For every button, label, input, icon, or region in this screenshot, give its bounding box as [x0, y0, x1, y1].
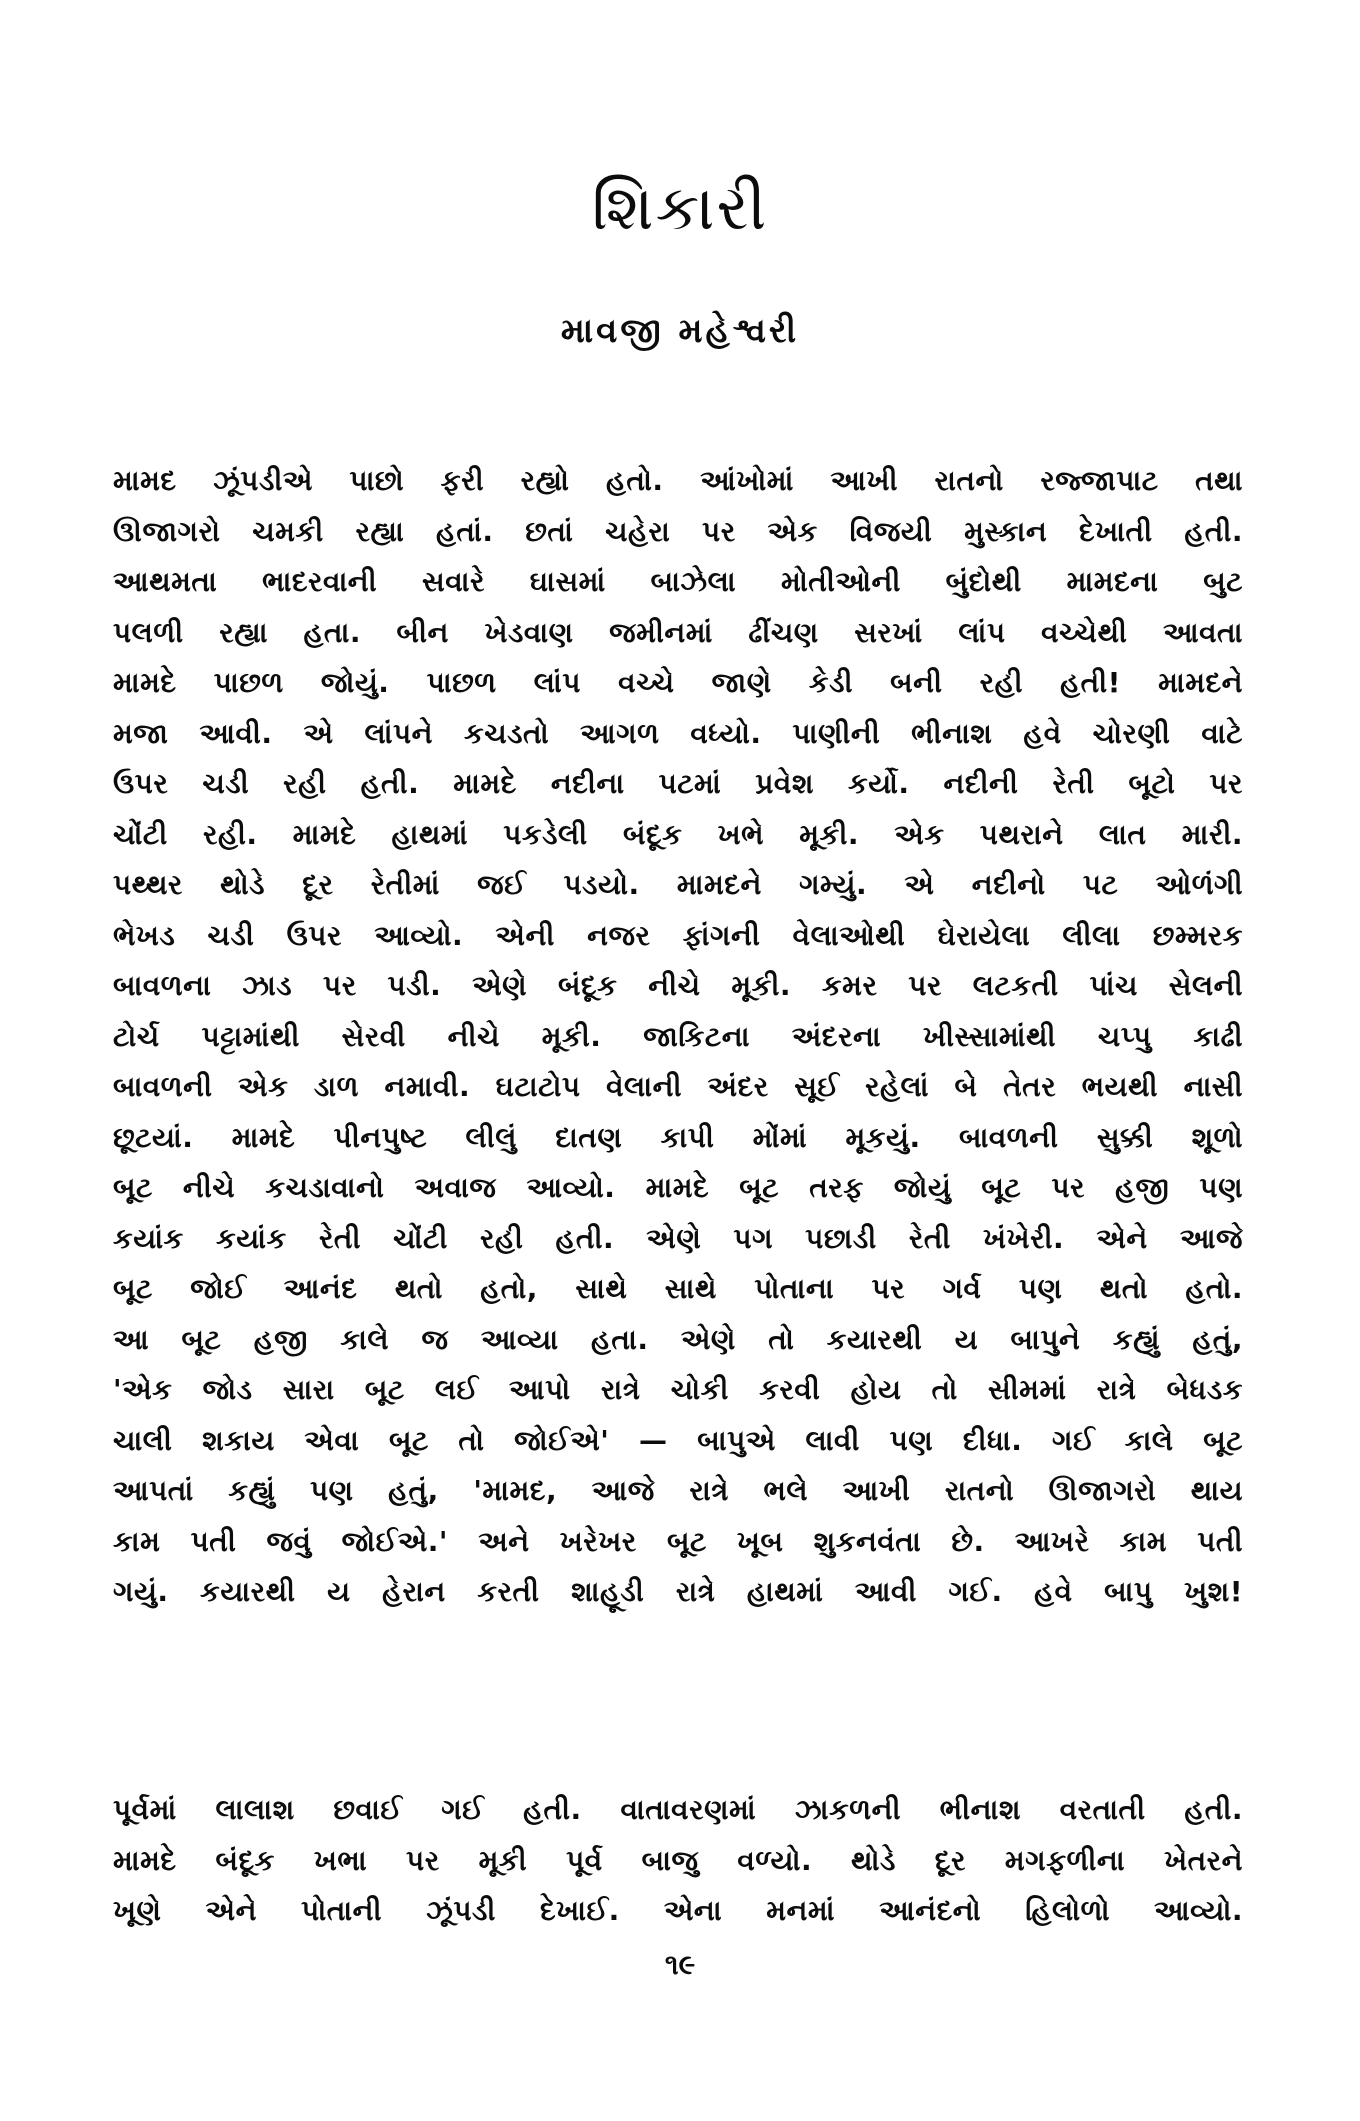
- text-line: પલળી રહ્યા હતા. બીન ખેડવાણ જમીનમાં ઢીંચણ સરખાં લાંપ વચ્ચેથી આવતા: [113, 615, 1243, 649]
- text-line: મજા આવી. એ લાંપને કચડતો આગળ વધ્યો. પાણીની ભીનાશ હવે ચોરણી વાટે: [113, 716, 1243, 750]
- text-line: પથ્થર થોડે દૂર રેતીમાં જઈ પડયો. મામદને ગમ્યું. એ નદીનો પટ ઓળંગી: [113, 868, 1243, 901]
- text-line: મામદે બંદૂક ખભા પર મૂકી પૂર્વ બાજુ વળ્યો. થોડે દૂર મગફળીના ખેતરને: [113, 1843, 1243, 1877]
- author-name: માવજી મહેશ્વરી: [560, 311, 800, 351]
- text-line: કયાંક કયાંક રેતી ચોંટી રહી હતી. એણે પગ પછાડી રેતી ખંખેરી. એને આજે: [113, 1221, 1243, 1255]
- text-line: 'એક જોડ સારા બૂટ લઈ આપો રાત્રે ચોકી કરવી હોય તો સીમમાં રાત્રે બેધડક: [113, 1373, 1243, 1406]
- text-line: ટોર્ચ પટ્ટામાંથી સેરવી નીચે મૂકી. જાકિટના અંદરના ખીસ્સામાંથી ચપ્પુ કાઢી: [113, 1019, 1243, 1053]
- text-line: મામદ ઝૂંપડીએ પાછો ફરી રહ્યો હતો. આંખોમાં આખી રાતનો રજ્જાપાટ તથા: [113, 464, 1243, 497]
- text-line: આ બૂટ હજી કાલે જ આવ્યા હતા. એણે તો કયારથી ય બાપુને કહ્યું હતું,: [113, 1322, 1243, 1356]
- text-line: બાવળની એક ડાળ નમાવી. ઘટાટોપ વેલાની અંદર સૂઈ રહેલાં બે તેતર ભયથી નાસી: [113, 1070, 1243, 1103]
- text-line: ખૂણે એને પોતાની ઝૂંપડી દેખાઈ. એના મનમાં આનંદનો હિલોળો આવ્યો.: [113, 1894, 1243, 1927]
- text-line: ઉપર ચડી રહી હતી. મામદે નદીના પટમાં પ્રવેશ કર્યો. નદીની રેતી બૂટો પર: [113, 767, 1243, 800]
- story-title: શિકારી: [591, 171, 769, 244]
- page-number: ૧૯: [664, 1948, 696, 1981]
- paragraph-2: [113, 1785, 1243, 1937]
- text-line: છૂટયાં. મામદે પીનપુષ્ટ લીલું દાતણ કાપી મોંમાં મૂકયું. બાવળની સુક્કી શૂળો: [113, 1120, 1243, 1154]
- text-line: બૂટ જોઈ આનંદ થતો હતો, સાથે સાથે પોતાના પર ગર્વ પણ થતો હતો.: [113, 1272, 1243, 1305]
- text-line: ગયું. કયારથી ય હેરાન કરતી શાહૂડી રાત્રે હાથમાં આવી ગઈ. હવે બાપુ ખુશ!: [113, 1575, 1243, 1608]
- text-line: કામ પતી જવું જોઈએ.' અને ખરેખર બૂટ ખૂબ શુકનવંતા છે. આખરે કામ પતી: [113, 1524, 1243, 1558]
- text-line: આપતાં કહ્યું પણ હતું, 'મામદ, આજે રાત્રે ભલે આખી રાતનો ઊજાગરો થાય: [113, 1474, 1243, 1507]
- text-line: બાવળના ઝાડ પર પડી. એણે બંદૂક નીચે મૂકી. કમર પર લટકતી પાંચ સેલની: [113, 969, 1243, 1002]
- text-line: બૂટ નીચે કચડાવાનો અવાજ આવ્યો. મામદે બૂટ તરફ જોયું બૂટ પર હજી પણ: [113, 1171, 1243, 1204]
- text-line: મામદે પાછળ જોયું. પાછળ લાંપ વચ્ચે જાણે કેડી બની રહી હતી! મામદને: [113, 666, 1243, 699]
- text-line: ભેખડ ચડી ઉપર આવ્યો. એની નજર ફાંગની વેલાઓથી ઘેરાયેલા લીલા છમ્મરક: [113, 918, 1243, 952]
- paragraph-1: [113, 456, 1243, 1618]
- text-line: ચાલી શકાય એવા બૂટ તો જોઈએ' — બાપુએ લાવી પણ દીધા. ગઈ કાલે બૂટ: [113, 1423, 1243, 1457]
- text-line: પૂર્વમાં લાલાશ છવાઈ ગઈ હતી. વાતાવરણમાં ઝાકળની ભીનાશ વરતાતી હતી.: [113, 1793, 1243, 1826]
- text-line: આથમતા ભાદરવાની સવારે ઘાસમાં બાઝેલા મોતીઓની બુંદોથી મામદના બુટ: [113, 565, 1243, 598]
- text-line: ચોંટી રહી. મામદે હાથમાં પકડેલી બંદૂક ખભે મૂકી. એક પથરાને લાત મારી.: [113, 817, 1243, 851]
- text-line: ઊજાગરો ચમકી રહ્યા હતાં. છતાં ચહેરા પર એક વિજયી મુસ્કાન દેખાતી હતી.: [113, 514, 1243, 548]
